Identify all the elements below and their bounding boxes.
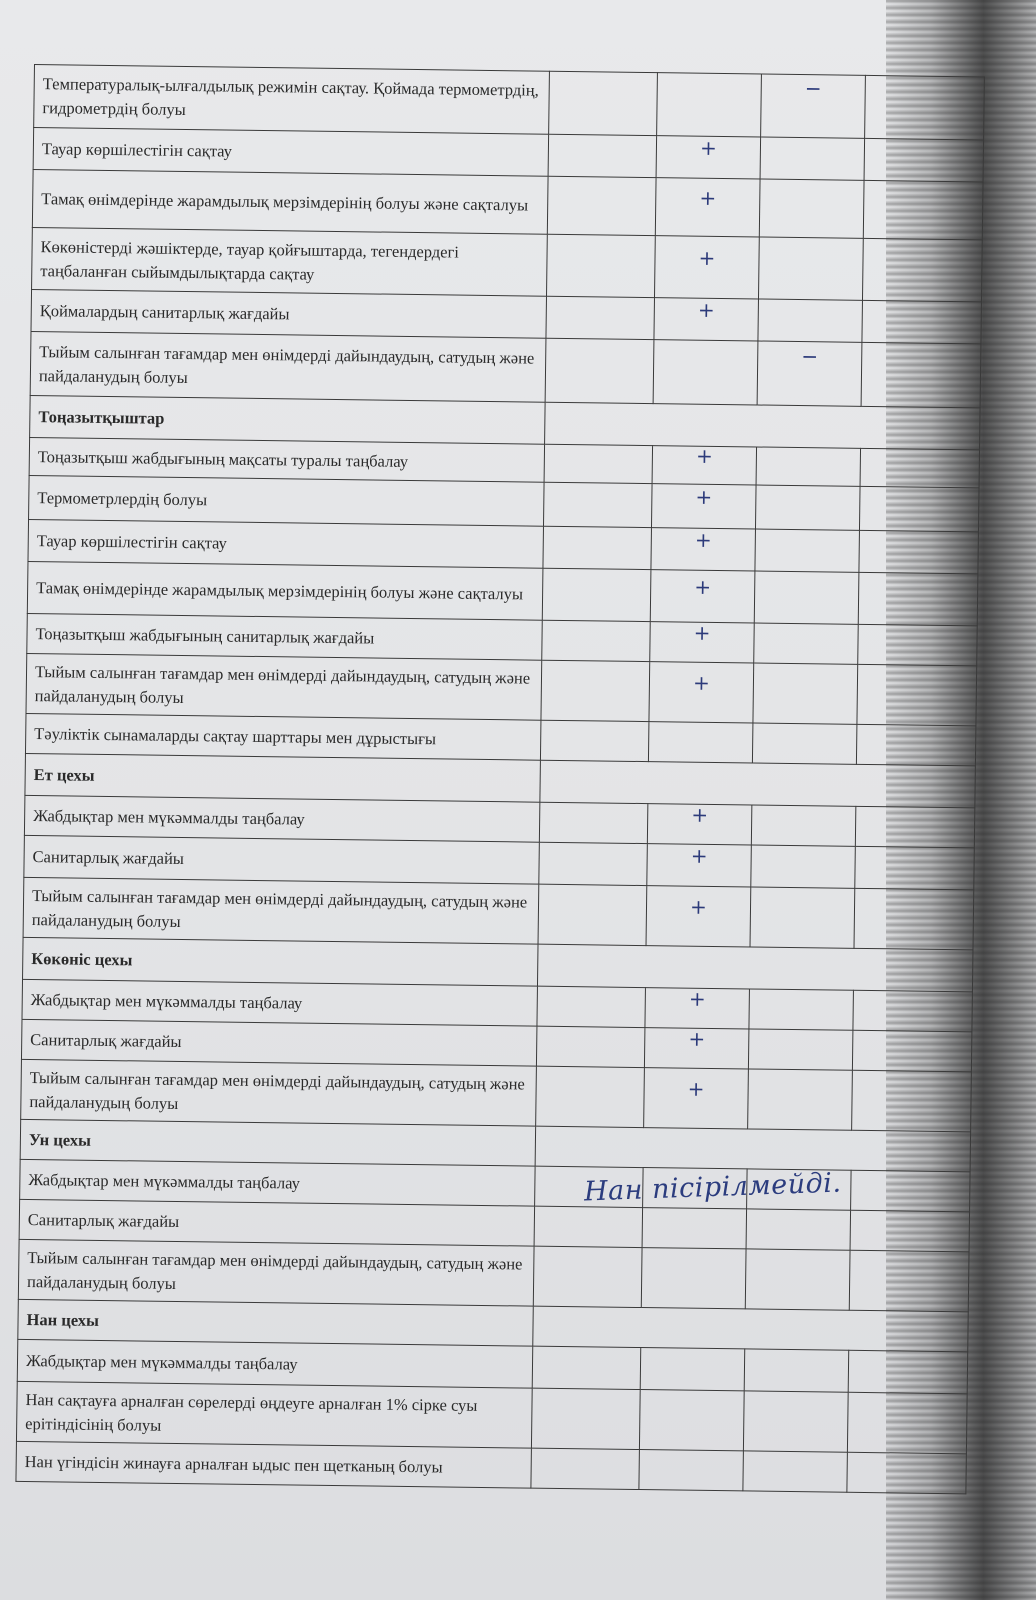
- criterion-cell: Тамақ өнімдерінде жарамдылық мерзімдерінің болуы және сақталуы: [27, 561, 543, 620]
- empty-cell: [531, 1448, 640, 1489]
- mark-cell-noncompliant: [748, 1029, 853, 1070]
- mark-cell-compliant: [642, 1208, 747, 1249]
- plus-mark: +: [692, 670, 710, 695]
- plus-mark: +: [688, 1026, 706, 1051]
- section-title: Тоңазытқыштар: [30, 395, 546, 444]
- mark-cell-noncompliant: [759, 179, 864, 238]
- empty-cell: [858, 572, 978, 626]
- mark-cell-noncompliant: [743, 1391, 848, 1452]
- mark-cell-noncompliant: [753, 663, 858, 724]
- criterion-cell: Тыйым салынған тағамдар мен өнімдерді дайындаудың, сатудың және пайдаланудың болуы: [26, 653, 542, 720]
- empty-cell: [858, 624, 978, 666]
- criterion-cell: Тауар көршілестігін сақтау: [33, 128, 549, 177]
- section-fill: [540, 760, 976, 808]
- empty-cell: [534, 1206, 643, 1247]
- criterion-cell: Жабдықтар мен мүкәммалды таңбалау: [17, 1339, 533, 1388]
- empty-cell: [864, 138, 984, 182]
- criterion-cell: Санитарлық жағдайы: [24, 835, 540, 884]
- mark-cell-noncompliant: [744, 1349, 849, 1392]
- plus-mark: +: [691, 802, 709, 827]
- empty-cell: [854, 888, 974, 950]
- empty-cell: [536, 1026, 645, 1067]
- empty-cell: [539, 802, 648, 843]
- mark-cell-compliant: [639, 1390, 744, 1451]
- empty-cell: [547, 234, 656, 297]
- empty-cell: [545, 338, 654, 403]
- criterion-cell: Көкөністерді жәшіктерде, тауар қойғыштарда, тегендердегі таңбаланған сыйымдылықтарда сақтау: [32, 227, 548, 296]
- mark-cell-noncompliant: [755, 485, 860, 530]
- criterion-cell: Тыйым салынған тағамдар мен өнімдерді дайындаудың, сатудың және пайдаланудың болуы: [21, 1059, 537, 1126]
- section-fill: [545, 402, 981, 450]
- mark-cell-compliant: [651, 528, 756, 571]
- empty-cell: [543, 482, 652, 527]
- criterion-cell: Тауар көршілестігін сақтау: [28, 519, 544, 568]
- plus-mark: +: [697, 297, 715, 322]
- mark-cell-compliant: [652, 443, 756, 485]
- mark-cell-compliant: [639, 1450, 744, 1491]
- criterion-cell: Тоңазытқыш жабдығының санитарлық жағдайы: [27, 613, 542, 660]
- empty-cell: [542, 568, 651, 621]
- mark-cell-compliant: [647, 804, 752, 845]
- mark-cell-compliant: [655, 178, 760, 237]
- criterion-cell: Жабдықтар мен мүкәммалды таңбалау: [24, 795, 539, 842]
- plus-mark: +: [687, 1076, 705, 1101]
- mark-cell-compliant: [641, 1248, 746, 1309]
- empty-cell: [542, 620, 651, 661]
- plus-mark: +: [688, 986, 706, 1011]
- mark-cell-compliant: [656, 136, 761, 179]
- mark-cell-compliant: [657, 73, 762, 137]
- mark-cell-compliant: [651, 484, 756, 529]
- empty-cell: [861, 342, 981, 408]
- criterion-cell: Температуралық-ылғалдылық режимін сақтау. Қоймада термометрдің, гидрометрдің болуы: [34, 65, 550, 135]
- empty-cell: [541, 660, 650, 721]
- dash-mark: −: [801, 343, 819, 368]
- mark-cell-noncompliant: [755, 529, 860, 572]
- empty-cell: [847, 1452, 967, 1494]
- mark-cell-compliant: [646, 886, 751, 947]
- mark-cell-noncompliant: [761, 74, 866, 138]
- mark-cell-noncompliant: [750, 887, 855, 948]
- empty-cell: [855, 806, 975, 848]
- mark-cell-noncompliant: [746, 1209, 851, 1250]
- mark-cell-noncompliant: [758, 299, 863, 342]
- criterion-cell: Тамақ өнімдерінде жарамдылық мерзімдерінің болуы және сақталуы: [32, 169, 548, 234]
- plus-mark: +: [694, 574, 712, 599]
- empty-cell: [850, 1210, 970, 1252]
- mark-cell-compliant: [650, 570, 755, 623]
- mark-cell-noncompliant: [754, 623, 859, 664]
- empty-cell: [860, 448, 979, 488]
- section-title: Көкөніс цехы: [23, 937, 539, 986]
- plus-mark: +: [694, 527, 712, 552]
- mark-cell-noncompliant: [751, 805, 856, 846]
- empty-cell: [852, 1070, 972, 1132]
- section-title: Ун цехы: [20, 1119, 535, 1166]
- criterion-cell: Нан сақтауға арналған сөрелерді өңдеуге арналған 1% сірке суы ерітіндісінің болуы: [16, 1381, 532, 1448]
- criterion-cell: Жабдықтар мен мүкәммалды таңбалау: [20, 1159, 535, 1206]
- empty-cell: [539, 842, 648, 885]
- section-fill: [537, 944, 973, 992]
- empty-cell: [863, 180, 983, 240]
- criterion-cell: Санитарлық жағдайы: [19, 1199, 534, 1246]
- mark-cell-compliant: [644, 1068, 749, 1129]
- empty-cell: [862, 300, 982, 344]
- mark-cell-compliant: [654, 298, 759, 341]
- section-title: Ет цехы: [25, 753, 541, 802]
- section-title: Нан цехы: [18, 1299, 533, 1346]
- criterion-cell: Тыйым салынған тағамдар мен өнімдерді дайындаудың, сатудың және пайдаланудың болуы: [30, 331, 546, 402]
- mark-cell-compliant: [644, 1028, 749, 1069]
- criterion-cell: Тәуліктік сынамаларды сақтау шарттары мен дұрыстығы: [25, 713, 540, 760]
- plus-mark: +: [693, 620, 711, 645]
- section-fill: [533, 1306, 968, 1352]
- criterion-cell: Жабдықтар мен мүкәммалды таңбалау: [22, 979, 537, 1026]
- mark-cell-compliant: [654, 236, 759, 299]
- criterion-cell: Термометрлердің болуы: [29, 475, 545, 526]
- mark-cell-noncompliant: [757, 341, 862, 406]
- mark-cell-noncompliant: [756, 447, 860, 486]
- mark-cell-noncompliant: [754, 571, 859, 624]
- empty-cell: [538, 884, 647, 945]
- criterion-cell: Тыйым салынған тағамдар мен өнімдерді дайындаудың, сатудың және пайдаланудың болуы: [23, 877, 539, 944]
- mark-cell-compliant: [648, 722, 753, 763]
- mark-cell-noncompliant: [749, 989, 854, 1030]
- mark-cell-noncompliant: [752, 723, 857, 764]
- plus-mark: +: [698, 245, 716, 270]
- empty-cell: [546, 296, 655, 339]
- mark-cell-compliant: [647, 844, 752, 887]
- criterion-cell: Нан үгіндісін жинауға арналған ыдыс пен щетканың болуы: [16, 1441, 531, 1488]
- plus-mark: +: [690, 843, 708, 868]
- mark-cell-noncompliant: [758, 237, 863, 300]
- empty-cell: [540, 720, 649, 761]
- empty-cell: [853, 990, 973, 1032]
- mark-cell-noncompliant: [743, 1451, 848, 1492]
- handwritten-note: Нан пісірілмейді.: [583, 1167, 842, 1208]
- criterion-cell: Тыйым салынған тағамдар мен өнімдерді дайындаудың, сатудың және пайдаланудың болуы: [18, 1239, 534, 1306]
- empty-cell: [536, 1066, 645, 1127]
- mark-cell-compliant: [649, 662, 754, 723]
- empty-cell: [865, 75, 985, 140]
- plus-mark: +: [699, 185, 717, 210]
- mark-cell-noncompliant: [760, 137, 865, 180]
- empty-cell: [532, 1346, 641, 1389]
- mark-cell-compliant: [650, 622, 755, 663]
- empty-cell: [848, 1350, 968, 1394]
- mark-cell-noncompliant: [751, 845, 856, 888]
- empty-cell: [531, 1388, 640, 1449]
- mark-cell-noncompliant: [748, 1069, 853, 1130]
- section-fill: [535, 1126, 970, 1172]
- dash-mark: −: [804, 76, 822, 101]
- empty-cell: [547, 176, 656, 235]
- mark-cell-noncompliant: [745, 1249, 850, 1310]
- empty-cell: [549, 71, 658, 135]
- empty-cell: [862, 238, 982, 302]
- criterion-cell: Тоңазытқыш жабдығының мақсаты туралы таңбалау: [29, 437, 544, 482]
- empty-cell: [537, 986, 646, 1027]
- plus-mark: +: [699, 135, 717, 160]
- mark-cell-compliant: [645, 988, 750, 1029]
- empty-cell: [847, 1392, 967, 1454]
- plus-mark: +: [695, 443, 713, 468]
- plus-mark: +: [689, 894, 708, 919]
- empty-cell: [859, 486, 979, 532]
- plus-mark: +: [695, 484, 713, 509]
- inspection-checklist-table: [15, 64, 984, 1494]
- checklist-body: [16, 65, 984, 1494]
- checklist-table-wrapper: [15, 64, 983, 1494]
- mark-cell-compliant: [653, 340, 758, 405]
- mark-cell-compliant: [640, 1348, 745, 1391]
- empty-cell: [857, 664, 977, 726]
- criterion-cell: Санитарлық жағдайы: [21, 1019, 536, 1066]
- empty-cell: [849, 1250, 969, 1312]
- empty-cell: [856, 724, 976, 766]
- empty-cell: [859, 530, 979, 574]
- empty-cell: [852, 1030, 972, 1072]
- empty-cell: [851, 1170, 971, 1212]
- empty-cell: [548, 134, 657, 177]
- empty-cell: [543, 526, 652, 569]
- criterion-cell: Қоймалардың санитарлық жағдайы: [31, 289, 547, 338]
- empty-cell: [855, 846, 975, 890]
- empty-cell: [544, 444, 652, 483]
- empty-cell: [533, 1246, 642, 1307]
